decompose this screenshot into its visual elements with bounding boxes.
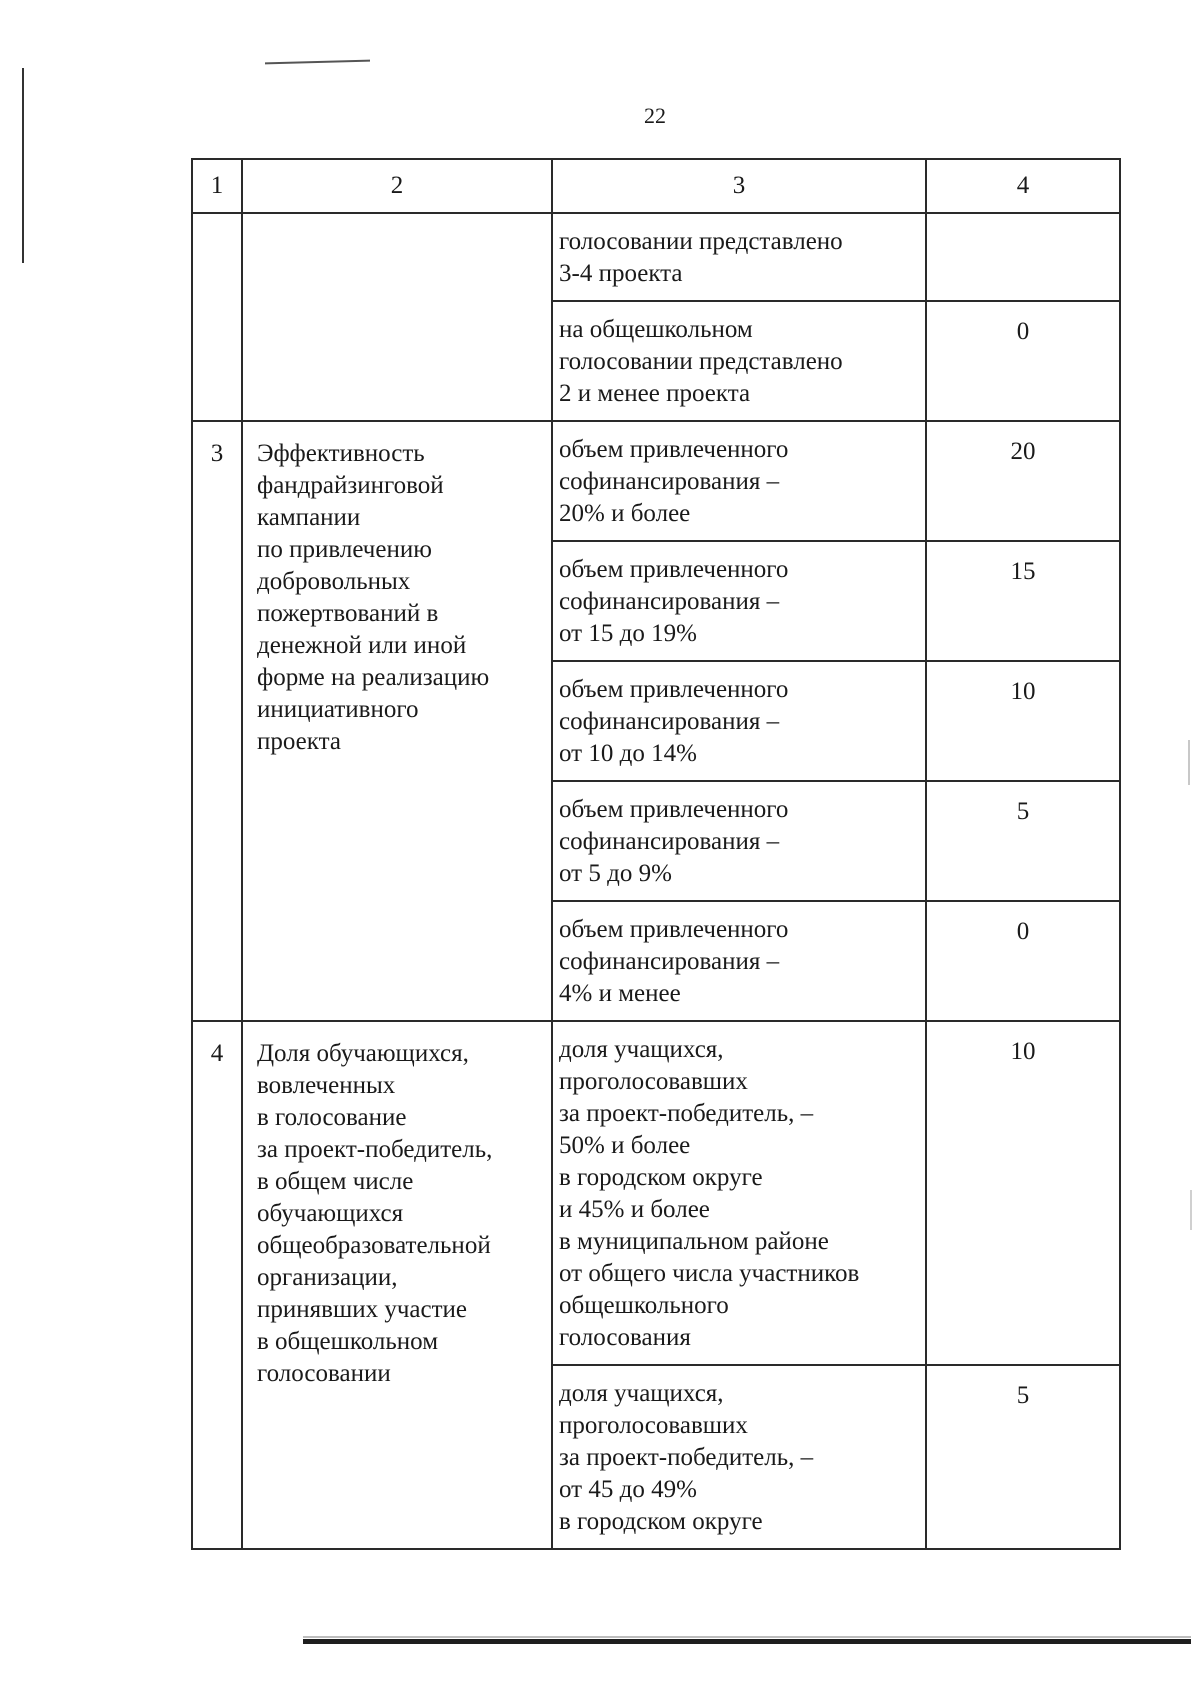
indicator-name-line: инициативного	[257, 696, 419, 723]
score-cell: 10	[926, 661, 1120, 781]
criterion-line: доля учащихся,	[559, 1036, 724, 1063]
criterion-line: софинансирования –	[559, 468, 780, 495]
indicator-name-line: обучающихся	[257, 1200, 404, 1227]
number-cell: 3	[192, 421, 242, 1021]
score-cell: 10	[926, 1021, 1120, 1365]
indicator-name-line: пожертвований в	[257, 600, 439, 627]
indicator-name-line: денежной или иной	[257, 632, 467, 659]
score-cell: 5	[926, 781, 1120, 901]
criterion-line: доля учащихся,	[559, 1380, 724, 1407]
indicator-name-line: Доля обучающихся,	[257, 1040, 469, 1067]
criterion-line: голосовании представлено	[559, 348, 843, 375]
scan-edge-line	[22, 68, 24, 263]
indicator-name-line: кампании	[257, 504, 361, 531]
criterion-line: 20% и более	[559, 500, 691, 527]
criterion-line: объем привлеченного	[559, 676, 789, 703]
indicator-name-line: голосовании	[257, 1360, 391, 1387]
criterion-line: 4% и менее	[559, 980, 681, 1007]
criterion-cell	[552, 901, 926, 1021]
criterion-line: в городском округе	[559, 1508, 763, 1535]
criterion-cell	[552, 421, 926, 541]
header-cell: 4	[926, 159, 1120, 213]
criteria-table	[191, 158, 1121, 1550]
scan-speck	[1188, 740, 1190, 785]
criterion-line: от 45 до 49%	[559, 1476, 697, 1503]
indicator-name-line: организации,	[257, 1264, 398, 1291]
criterion-cell	[552, 1021, 926, 1365]
indicator-name-cell	[242, 421, 552, 1021]
criterion-line: от 5 до 9%	[559, 860, 672, 887]
score-cell: 15	[926, 541, 1120, 661]
criterion-line: объем привлеченного	[559, 916, 789, 943]
indicator-name-line: общеобразовательной	[257, 1232, 491, 1259]
score-cell: 5	[926, 1365, 1120, 1549]
criterion-line: голосования	[559, 1324, 691, 1351]
criterion-line: голосовании представлено	[559, 228, 843, 255]
criterion-cell	[552, 781, 926, 901]
table-row	[192, 213, 1120, 301]
criterion-line: от 15 до 19%	[559, 620, 697, 647]
criterion-line: и 45% и более	[559, 1196, 710, 1223]
scan-pen-mark	[265, 60, 370, 65]
criterion-line: на общешкольном	[559, 316, 753, 343]
indicator-name-line: в общешкольном	[257, 1328, 439, 1355]
criterion-line: проголосовавших	[559, 1412, 748, 1439]
criterion-line: софинансирования –	[559, 708, 780, 735]
criterion-line: 50% и более	[559, 1132, 691, 1159]
score-cell: 0	[926, 301, 1120, 421]
indicator-name-line: по привлечению	[257, 536, 432, 563]
indicator-name-line: за проект-победитель,	[257, 1136, 493, 1163]
criterion-line: объем привлеченного	[559, 556, 789, 583]
scan-speck	[1190, 1190, 1192, 1230]
number-cell: 4	[192, 1021, 242, 1549]
table-header-row	[192, 159, 1120, 213]
criterion-line: в муниципальном районе	[559, 1228, 829, 1255]
criterion-line: софинансирования –	[559, 828, 780, 855]
indicator-name-line: форме на реализацию	[257, 664, 490, 691]
criterion-line: за проект-победитель, –	[559, 1100, 814, 1127]
criterion-line: 3-4 проекта	[559, 260, 683, 287]
criterion-cell	[552, 661, 926, 781]
criterion-line: за проект-победитель, –	[559, 1444, 814, 1471]
header-cell: 2	[242, 159, 552, 213]
criterion-line: от 10 до 14%	[559, 740, 697, 767]
indicator-name-line: в общем числе	[257, 1168, 414, 1195]
score-cell: 20	[926, 421, 1120, 541]
criterion-line: софинансирования –	[559, 588, 780, 615]
indicator-name-line: проекта	[257, 728, 341, 755]
page-number: 22	[644, 103, 666, 128]
number-cell	[192, 213, 242, 421]
scan-bottom-bar	[303, 1636, 1191, 1644]
indicator-name-line: в голосование	[257, 1104, 407, 1131]
criterion-cell	[552, 1365, 926, 1549]
criterion-line: общешкольного	[559, 1292, 729, 1319]
header-cell: 1	[192, 159, 242, 213]
table-row	[192, 421, 1120, 541]
criterion-line: объем привлеченного	[559, 796, 789, 823]
indicator-name-line: фандрайзинговой	[257, 472, 444, 499]
criterion-line: 2 и менее проекта	[559, 380, 751, 407]
score-cell: 0	[926, 901, 1120, 1021]
indicator-name-cell	[242, 1021, 552, 1549]
header-cell: 3	[552, 159, 926, 213]
criterion-line: от общего числа участников	[559, 1260, 860, 1287]
score-cell	[926, 213, 1120, 301]
criterion-line: в городском округе	[559, 1164, 763, 1191]
indicator-name-line: принявших участие	[257, 1296, 467, 1323]
indicator-name-cell	[242, 213, 552, 421]
indicator-name-line: вовлеченных	[257, 1072, 396, 1099]
table-row	[192, 1021, 1120, 1365]
criterion-cell	[552, 301, 926, 421]
criterion-line: объем привлеченного	[559, 436, 789, 463]
criterion-cell	[552, 541, 926, 661]
criterion-line: проголосовавших	[559, 1068, 748, 1095]
criterion-line: софинансирования –	[559, 948, 780, 975]
indicator-name-line: Эффективность	[257, 440, 425, 467]
indicator-name-line: добровольных	[257, 568, 411, 595]
criterion-cell	[552, 213, 926, 301]
